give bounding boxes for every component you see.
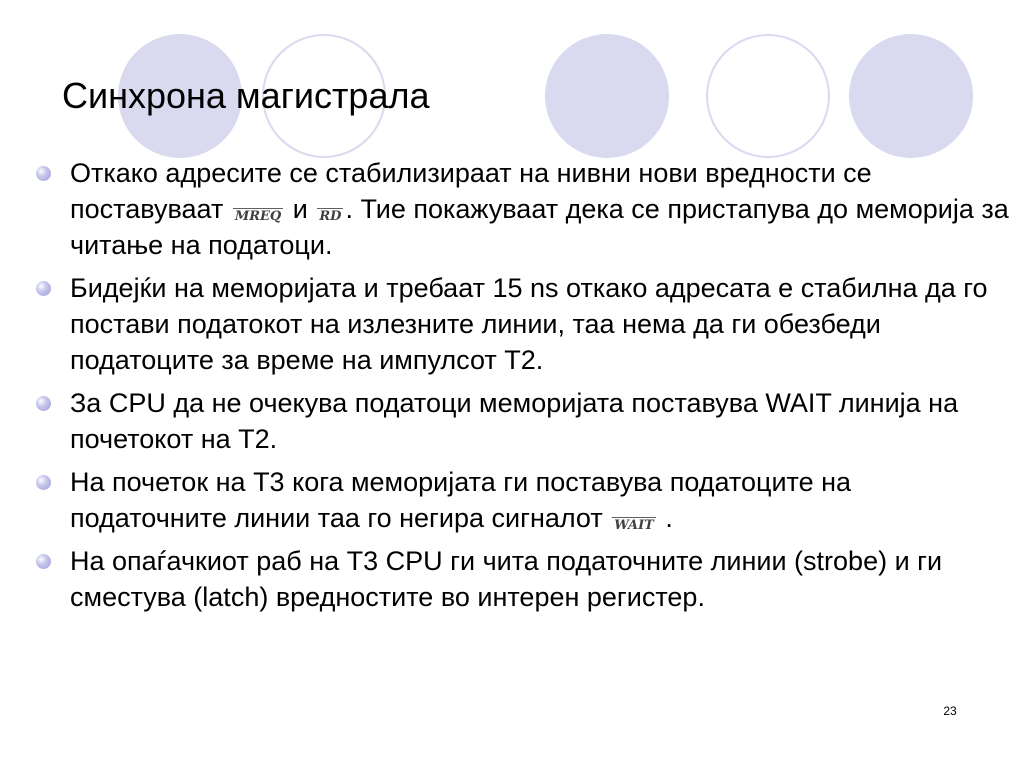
bullet-item-1 (34, 155, 1009, 263)
bullet-item-2 (34, 270, 1009, 378)
bullet-icon (36, 554, 51, 569)
decorative-circle-filled-3 (849, 34, 973, 158)
mreq-signal: MREQ (234, 209, 282, 224)
bullet-icon (36, 281, 51, 296)
bullet-icon (36, 166, 51, 181)
page-number: 23 (943, 704, 957, 718)
bullet-item-4 (34, 464, 1009, 536)
bullet-list (34, 155, 1009, 622)
bullet-item-3 (34, 385, 1009, 457)
bullet-item-5 (34, 543, 1009, 615)
bullet-text: Бидејќи на меморијата и требаат 15 ns откако адресата е стабилна да го постави податокот на излезните линии, таа нема да ги обезбеди податоците за време на импулсот T2. (70, 273, 988, 375)
bullet-text: . (657, 503, 673, 533)
bullet-icon (36, 475, 51, 490)
bullet-text: На почеток на T3 кога меморијата ги поставува податоците на податочните линии таа го негира сигналот (70, 467, 852, 533)
rd-signal: RD (319, 209, 342, 224)
bullet-text: и (285, 194, 316, 224)
decorative-circle-outline-2 (706, 34, 830, 158)
decorative-circle-filled-2 (545, 34, 669, 158)
bullet-text: На опаѓачкиот раб на T3 CPU ги чита податочните линии (strobe) и ги сместува (latch) вредностите во интерен регистер. (70, 546, 943, 612)
slide-title: Синхрона магистрала (62, 75, 430, 116)
wait-signal: WAIT (614, 518, 654, 533)
bullet-text: Откако адресите се стабилизираат на нивни нови вредности се поставуваат (70, 158, 872, 224)
bullet-text: . Тие покажуваат дека се пристапува до меморија за читање на податоци. (70, 194, 1009, 260)
bullet-icon (36, 396, 51, 411)
bullet-text: За CPU да не очекува податоци меморијата поставува WAIT линија на почетокот на T2. (70, 388, 959, 454)
